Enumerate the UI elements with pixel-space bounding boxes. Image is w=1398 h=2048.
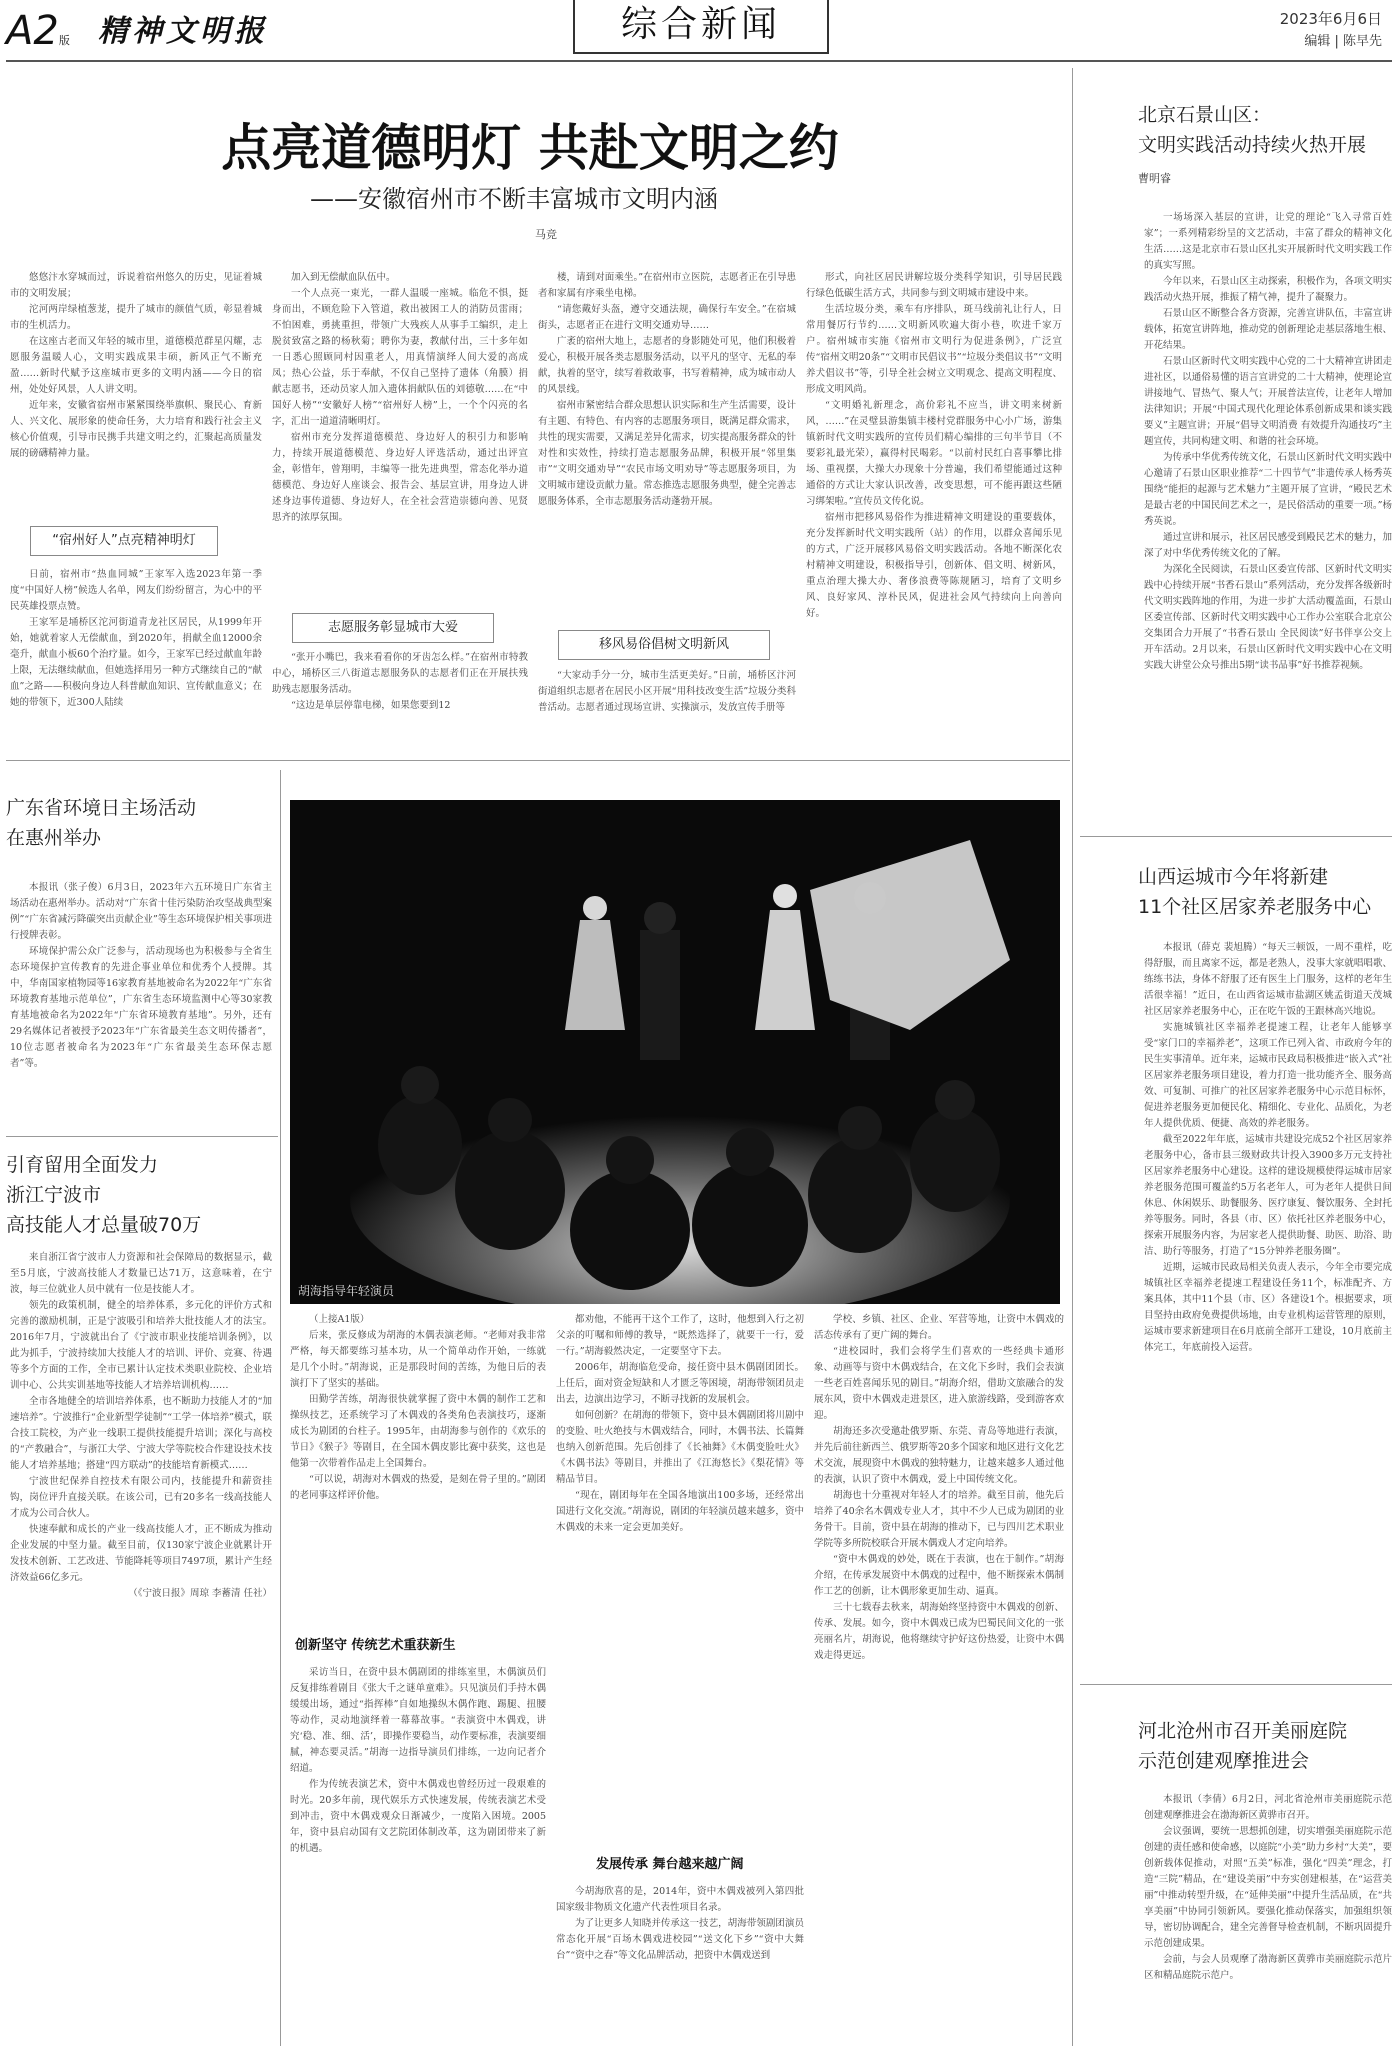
ningbo-title: 引育留用全面发力 浙江宁波市 高技能人才总量破70万 <box>6 1154 202 1236</box>
guangdong-body: 本报讯（张子俊）6月3日，2023年六五环境日广东省主场活动在惠州举办。活动对“广东省十佳污染防治攻坚战典型案例”“广东省减污降碳突出贡献企业”等生态环境保护相关事项进行授牌表彰。 环境保护需公众广泛参与，活动现场也为积极参与全省生态环境保护宣传教育的先进企事业单位和优秀个人授牌。其中，华南国家植物园等16家教育基地被命名为2022年“广东省环境教育基地示范单位”，广东省生态环境监测中心等30家教育基地被命名为2022年“广东省环境教育基地”。另外，还有29名媒体记者被授予2023年“广东省最美生态文明传播者”，10位志愿者被命名为2023年“广东省最美生态环保志愿者”等。 <box>10 882 272 1069</box>
page-number: A2版 <box>6 8 70 54</box>
left-column-divider <box>280 770 281 2046</box>
puppet-photo <box>290 800 1060 1304</box>
hebei-title: 河北沧州市召开美丽庭院 示范创建观摩推进会 <box>1138 1720 1348 1772</box>
hebei-body: 本报讯（李倩）6月2日，河北省沧州市美丽庭院示范创建观摩推进会在渤海新区黄骅市召开。 会议强调，要统一思想抓创建，切实增强美丽庭院示范创建的责任感和使命感，以庭院“小美”助力乡村“大美”，要创新载体促推动，对照“五美”标准，强化“四美”理念，打造“三院”精品，在“建设美丽”中夯实创建根基，在“运营美丽”中推动转型升级，在“延伸美丽”中提升生活品质，在“共享美丽”中协同引领新风。要强化推动保落实，加强组织领导，密切协调配合，建全完善督导检查机制，不断巩固提升示范创建成果。 会前，与会人员观摩了渤海新区黄骅市美丽庭院示范片区和精品庭院示范户。 <box>1144 1794 1392 1981</box>
hu-subhead-2: 发展传承 舞台越来越广阔 <box>596 1857 744 1872</box>
main-bottom-rule <box>6 760 1070 761</box>
section-title: 综合新闻 <box>620 4 781 45</box>
main-col-4: 形式，向社区居民讲解垃圾分类科学知识，引导居民践行绿色低碳生活方式，共同参与到文明城市建设中来。 生活垃圾分类，乘车有序排队，斑马线前礼让行人，日常用餐厉行节约……文明新风吹遍大街小巷，吹进千家万户。宿州城市实施《宿州市文明行为促进条例》，广泛宣传“宿州文明20条”“文明市民倡议书”“垃圾分类倡议书”“文明养犬倡议书”等，引导全社会树立文明观念、提高文明程度、形成文明风尚。 “文明婚礼新理念，高价彩礼不应当，讲文明来树新风，……”在灵璧县游集镇丰楼村党群服务中心小广场，游集镇新时代文明实践所的宣传员们精心编排的三句半节目（不要彩礼最光荣），赢得村民喝彩。“以前村民红白喜事攀比排场、重视摆，大操大办现象十分普遍，我们希望能通过这种通俗的方式让大家认识改善，改变思想，可不能再跟这些陋习绑架啦。”宣传员文传化说。 宿州市把移风易俗作为推进精神文明建设的重要载体，充分发挥新时代文明实践所（站）的作用，以群众喜闻乐见的方式，广泛开展移风易俗文明实践活动。各地不断深化农村精神文明建设，积极指导引，创新体、倡文明、树新风，重点治理大操大办、奢侈浪费等陈规陋习，培育了文明乡风、良好家风、淳朴民风，促进社会风气持续向上向善向好。 <box>806 272 1062 619</box>
main-subhead-1: “宿州好人”点亮精神明灯 <box>30 526 218 556</box>
hu-col-1b: 采访当日，在资中县木偶剧团的排练室里，木偶演员们反复排练着剧目《张大千之谜单童难》。只见演员们手持木偶缓缓出场，通过“指挥棒”自如地操纵木偶作跑、踢腿、扭腰等动作，灵动地演绎着一幕幕故事。“表演资中木偶戏，讲究‘稳、准、细、活’，即操作要稳当，动作要标准，表演要细腻，神态要灵活。”胡海一边指导演员们排练，一边向记者介绍道。 作为传统表演艺术，资中木偶戏也曾经历过一段艰难的时光。20多年前，现代娱乐方式快速发展，传统表演艺术受到冲击，资中木偶戏观众日渐减少，一度陷入困境。2005年，资中县启动国有文艺院团体制改革，这为剧团带来了新的机遇。 <box>290 1667 546 1854</box>
beijing-title: 北京石景山区： 文明实践活动持续火热开展 <box>1138 104 1367 156</box>
ningbo-body: 来自浙江省宁波市人力资源和社会保障局的数据显示，截至5月底，宁波高技能人才数量已达71万，这意味着，在宁波，每三位就业人员中就有一位是技能人才。 领先的政策机制，健全的培养体系，多元化的评价方式和完善的激励机制，正是宁波吸引和培养大批技能人才的法宝。2016年7月，宁波就出台了《宁波市职业技能培训条例》，以此为抓手，宁波持续加大技能人才的培训、评价、竞赛、待遇等多个方面的工作，全市已累计认定技术类职业院校、企业培训中心、公共实训基地等技能人才培养培训机构…… 全市各地健全的培训培养体系，也不断助力技能人才的“加速培养”。宁波推行“企业新型学徒制”“工学一体培养”模式，联合技工院校，为产业一线职工提供技能提升培训；深化与高校的“产教融合”，与浙江大学、宁波大学等院校合作建设技术技能人才培养基地；搭建“四方联动”的技能培育新模式…… 宁波世纪保养自控技术有限公司内，技能提升和薪资挂钩，岗位评升直接关联。在该公司，已有20多名一线高技能人才成为公司合伙人。 快速奉献和成长的产业一线高技能人才，正不断成为推动企业发展的中坚力量。截至目前，仅130家宁波企业就累计开发技术创新、工艺改进、节能降耗等项目7497项，累计产生经济效益66亿多元。 （《宁波日报》周琼 李蓄清 任社） <box>10 1252 272 1599</box>
main-subheadline: ——安徽宿州市不断丰富城市文明内涵 <box>310 185 718 213</box>
shanxi-title: 山西运城市今年将新建 11个社区居家养老服务中心 <box>1138 866 1372 918</box>
main-col-2: 加入到无偿献血队伍中。 一个人点亮一束光，一群人温暖一座城。临危不惧，挺身而出，不顾危险下入管道，救出被困工人的消防员雷雨；不怕困难，勇挑重担，带领广大残疾人从事手工编织，走上脱贫致富之路的杨秋菊；聘你为妻，教献付出，三十多年如一日悉心照顾同村因重老人，用真情演绎人间大爱的高成凤；热心公益，乐于奉献，不仅自己坚持了遗体（角膜）捐献志愿书，还动员家人加入遗体捐献队伍的刘德敬……在“中国好人榜”“安徽好人榜”“宿州好人榜”上，一个个闪亮的名字，汇出一道道清晰明灯。 宿州市充分发挥道德模范、身边好人的积引力和影响力，持续开展道德模范、身边好人评选活动，通过出评宣金，彰惜年，曾翔明，丰编等一批先进典型，常态化举办道德模范、身边好人座谈会、报告会、基层宣讲，用身边人讲述身边事传道德、身边好人，在全社会营造崇德向善、见贤思齐的浓厚氛围。 <box>272 272 528 523</box>
masthead-rule <box>6 60 1392 62</box>
beijing-bottom-rule <box>1080 836 1392 837</box>
hu-subhead-1: 创新坚守 传统艺术重获新生 <box>295 1638 456 1653</box>
vertical-divider <box>1072 68 1073 2046</box>
hu-col-2b: 今胡海欣喜的是，2014年，资中木偶戏被列入第四批国家级非物质文化遗产代表性项目名录。 为了让更多人知晓并传承这一技艺，胡海带领剧团演员常态化开展“百场木偶戏进校园”“送文化下乡”“资中大舞台”“资中之春”等文化品牌活动，把资中木偶戏送到 <box>556 1886 804 1961</box>
main-subhead-3: 移风易俗倡树文明新风 <box>558 630 770 660</box>
section-box <box>573 0 829 54</box>
main-col-1b: 日前，宿州市“热血同城”王家军入选2023年第一季度“中国好人榜”候选人名单，网友们纷纷留言，为心中的平民英雄投票点赞。 王家军是埇桥区沱河街道青龙社区居民，从1999年开始，她就着家人无偿献血，到2020年，捐献全血12000余毫升，献血小板60个治疗量。如今，王家军已经过献血年龄上限，无法继续献血，但她选择用另一种方式继续自己的“献血”之路——积极向身边人科普献血知识、宣传献血意义；在她的带领下，近300人陆续 <box>10 569 262 708</box>
hu-col-1: （上接A1版） 后来，张反修成为胡海的木偶表演老师。“老师对我非常严格，每天都要练习基本功，从一个简单动作开始，一练就是几个小时。”胡海说，正是那段时间的苦练，为他日后的表演打下了坚实的基础。 田勤学苦练，胡海很快就掌握了资中木偶的制作工艺和操纵技艺，还系统学习了木偶戏的各类角色表演技巧，逐渐成长为剧团的台柱子。1995年，由胡海参与创作的《欢乐的节日》《猴子》等剧目，在全国木偶皮影比赛中获奖，这也是他第一次带着作品走上全国舞台。 “可以说，胡海对木偶戏的热爱，是刻在骨子里的。”剧团的老同事这样评价他。 <box>290 1314 546 1501</box>
main-headline: 点亮道德明灯 共赴文明之约 <box>221 119 839 177</box>
main-col-1: 悠悠汴水穿城而过，诉说着宿州悠久的历史，见证着城市的文明发展； 沱河两岸绿植葱茏，提升了城市的颜值气质，彰显着城市的生机活力。 在这座古老而又年轻的城市里，道德模范群星闪耀，志愿服务温暖人心，文明实践成果丰硕，新风正气不断充盈……新时代赋予这座城市更多的文明内涵——今日的宿州，处处好风景，人人讲文明。 近年来，安徽省宿州市紧紧围绕举旗帜、聚民心、育新人、兴文化、展形象的使命任务，大力培育和践行社会主义核心价值观，引导市民携手共建文明之约，汇聚起高质量发展的磅礴精神力量。 <box>10 272 262 459</box>
shanxi-body: 本报讯（薛克 裴旭腾）“每天三顿饭，一周不重样，吃得舒服，而且离家不远，都是老熟人，没事大家就唱唱歌、练练书法，身体不舒服了还有医生上门服务，这样的老年生活很幸福！”近日，在山西省运城市盐湖区姚孟街道天茂城社区居家养老服务中心，正在吃午饭的王跟林高兴地说。 实施城镇社区幸福养老提速工程，让老年人能够享受“家门口的幸福养老”，这项工作已列入省、市政府今年的民生实事清单。近年来，运城市民政局积极推进“嵌入式”社区居家养老服务项目建设，着力打造一批功能齐全、服务高效、可复制、可推广的社区居家养老服务中心示范目标怀，促进养老服务更加便民化、精细化、专业化、品质化，为老年人提供优质、便捷、高效的养老服务。 截至2022年年底，运城市共建设完成52个社区居家养老服务中心，备市县三级财政共计投入3900多万元支持社区居家养老服务中心建设。这样的建设规模使得运城市居家养老服务范围可覆盖约5万名老年人，可为老年人提供日间休息、休闲娱乐、助餐服务、医疗康复、餐饮服务、全封托养等服务。同时，各县（市、区）依托社区养老服务中心，探索开展服务内容，为居家老人提供助餐、助医、助浴、助洁、助行等服务，打造了“15分钟养老服务圈”。 近期，运城市民政局相关负责人表示，今年全市要完成城镇社区幸福养老提速工程建设任务11个，标准配齐、方案具体，其中11个县（市、区）各建设1个。根据要求，项目坚持由政府免费提供场地，由专业机构运营管理的原则，运城市要求新建项目在6月底前全部开工建设，10月底前主体完工，年底前投入运营。 <box>1144 942 1392 1353</box>
issue-date: 2023年6月6日 <box>1279 10 1382 28</box>
main-col-2b: “张开小嘴巴，我来看看你的牙齿怎么样。”在宿州市特教中心，埇桥区三八街道志愿服务队的志愿者们正在开展扶残助残志愿服务活动。 “这边是单层停靠电梯，如果您要到12 <box>272 652 528 711</box>
main-col-3: 楼，请到对面乘坐。”在宿州市立医院，志愿者正在引导患者和家属有序乘坐电梯。 “请您戴好头盔，遵守交通法规，确保行车安全。”在宿城街头，志愿者正在进行文明交通劝导…… 广袤的宿州大地上，志愿者的身影随处可见，他们积极着爱心，积极开展各类志愿服务活动，以平凡的坚守、无私的奉献，执着的坚守，续写着救敢事，书写着精神，成为城市动人的风景线。 宿州市紧密结合群众思想认识实际和生产生活需要，设计有主题、有特色、有内容的志愿服务项目，既满足群众需求，共性的现实需要，又满足差异化需求，切实提高服务群众的针对性和实效性，持续打造志愿服务品牌，积极开展“邻里集市”“文明交通劝导”“农民市场文明劝导”等志愿服务项目，为文明城市建设贡献力量。常态推选志愿服务典型，健全完善志愿服务体系，全市志愿服务活动蓬勃开展。 <box>538 272 796 507</box>
hu-col-2: 都劝他，不能再干这个工作了，这时，他想到入行之初父亲的叮嘱和师傅的教导，“既然选择了，就要干一行，爱一行。”胡海毅然决定，一定要坚守下去。 2006年，胡海临危受命，接任资中县木偶剧团团长。上任后，面对资金短缺和人才匮乏等困境，胡海带领团员走出去，边演出边学习，不断寻找新的发展机会。 如何创新？在胡海的带领下，资中县木偶剧团将川剧中的变脸、吐火绝技与木偶戏结合，同时，木偶书法、长篇舞也纳入创新范围。先后创排了《长袖舞》《木偶变脸吐火》《木偶书法》等剧目，并推出了《江海悠长》《梨花情》等精品节目。 “现在，剧团每年在全国各地演出100多场，还经常出国进行文化交流。”胡海说，剧团的年轻演员越来越多，资中木偶戏的未来一定会更加美好。 <box>556 1314 804 1533</box>
beijing-author: 曹明睿 <box>1138 172 1171 185</box>
guangdong-title: 广东省环境日主场活动 在惠州举办 <box>6 797 197 849</box>
shanxi-bottom-rule <box>1080 1684 1392 1685</box>
paper-logo: 精神文明报 <box>98 14 268 49</box>
hu-col-3: 学校、乡镇、社区、企业、军营等地，让资中木偶戏的活态传承有了更广阔的舞台。 “进校园时，我们会将学生们喜欢的一些经典卡通形象、动画等与资中木偶戏结合，在文化下乡时，我们会表演一些老百姓喜闻乐见的剧目。”胡海介绍，借助文旅融合的发展东风，资中木偶戏走进景区，进入旅游线路，受到游客欢迎。 胡海还多次受邀赴俄罗斯、东莞、青岛等地进行表演，并先后前往新西兰、俄罗斯等20多个国家和地区进行文化艺术交流，展现资中木偶戏的独特魅力，让越来越多人通过他的表演，认识了资中木偶戏，爱上中国传统文化。 胡海也十分重视对年轻人才的培养。截至目前，他先后培养了40余名木偶戏专业人才，其中不少人已成为剧团的业务骨干。目前，资中县在胡海的推动下，已与四川艺术职业学院等多所院校联合开展木偶戏人才定向培养。 “资中木偶戏的妙处，既在于表演，也在于制作。”胡海介绍，在传承发展资中木偶戏的过程中，他不断探索木偶制作工艺的创新，让木偶形象更加生动、逼真。 三十七载春去秋来，胡海始终坚持资中木偶戏的创新、传承、发展。如今，资中木偶戏已成为巴蜀民间文化的一张亮丽名片，胡海说，他将继续守护好这份热爱，让资中木偶戏走得更远。 <box>814 1314 1064 1661</box>
main-subhead-2: 志愿服务彰显城市大爱 <box>292 613 494 643</box>
beijing-body: 一场场深入基层的宣讲，让党的理论“飞入寻常百姓家”；一系列精彩纷呈的文艺活动，丰富了群众的精神文化生活……这是北京市石景山区扎实开展新时代文明实践工作的真实写照。 今年以来，石景山区主动探索，积极作为，各项文明实践活动火热开展，推振了精气神，提升了凝聚力。 石景山区不断整合各方资源，完善宣讲队伍，丰富宣讲载体，拓宽宣讲阵地，推动党的创新理论走基层落地生根、开花结果。 石景山区新时代文明实践中心党的二十大精神宣讲团走进社区，以通俗易懂的语言宣讲党的二十大精神，使理论宣讲接地气、冒热气、聚人气；开展普法宣传，让老年人增加法律知识；开展“中国式现代化理论体系创新成果和谈实践要义”主题宣讲；开展“倡导文明消费 有效提升沟通技巧”主题宣传，共同构建文明、和谐的社会环境。 为传承中华优秀传统文化，石景山区新时代文明实践中心邀请了石景山区职业推荐“二十四节气”非遗传承人杨秀英围绕“能拒的起源与艺术魅力”主题开展了宣讲，“殿民艺术是最古老的中国民间艺术之一，是民俗活动的重要一项。”杨秀英说。 通过宣讲和展示，社区居民感受到殿民艺术的魅力，加深了对中华优秀传统文化的了解。 为深化全民阅读，石景山区委宣传部、区新时代文明实践中心持续开展“书香石景山”系列活动，充分发挥各级新时代文明实践阵地的作用，为进一步扩大活动覆盖面，石景山区委宣传部、区新时代文明实践中心工作办公室联合北京公交集团合力开展了“书香石景山 全民阅读”好书伴享公交上开车活动。2月以来，石景山区新时代文明实践中心在文明实践大讲堂公众号推出5期“读书品事”好书推荐视频。 <box>1144 212 1392 671</box>
main-col-3b: “大家动手分一分，城市生活更美好。”日前，埇桥区汴河街道组织志愿者在居民小区开展“用科技改变生活”垃圾分类科普活动。志愿者通过现场宣讲、实操演示，发放宣传手册等 <box>538 670 796 713</box>
photo-caption: 胡海指导年轻演员 <box>298 1284 395 1298</box>
main-author: 马竞 <box>535 228 557 241</box>
editor-credit: 编辑 | 陈早先 <box>1304 34 1382 49</box>
masthead <box>0 0 1398 62</box>
guangdong-bottom-rule <box>6 1136 278 1137</box>
puppet-scene-image <box>290 800 1060 1304</box>
